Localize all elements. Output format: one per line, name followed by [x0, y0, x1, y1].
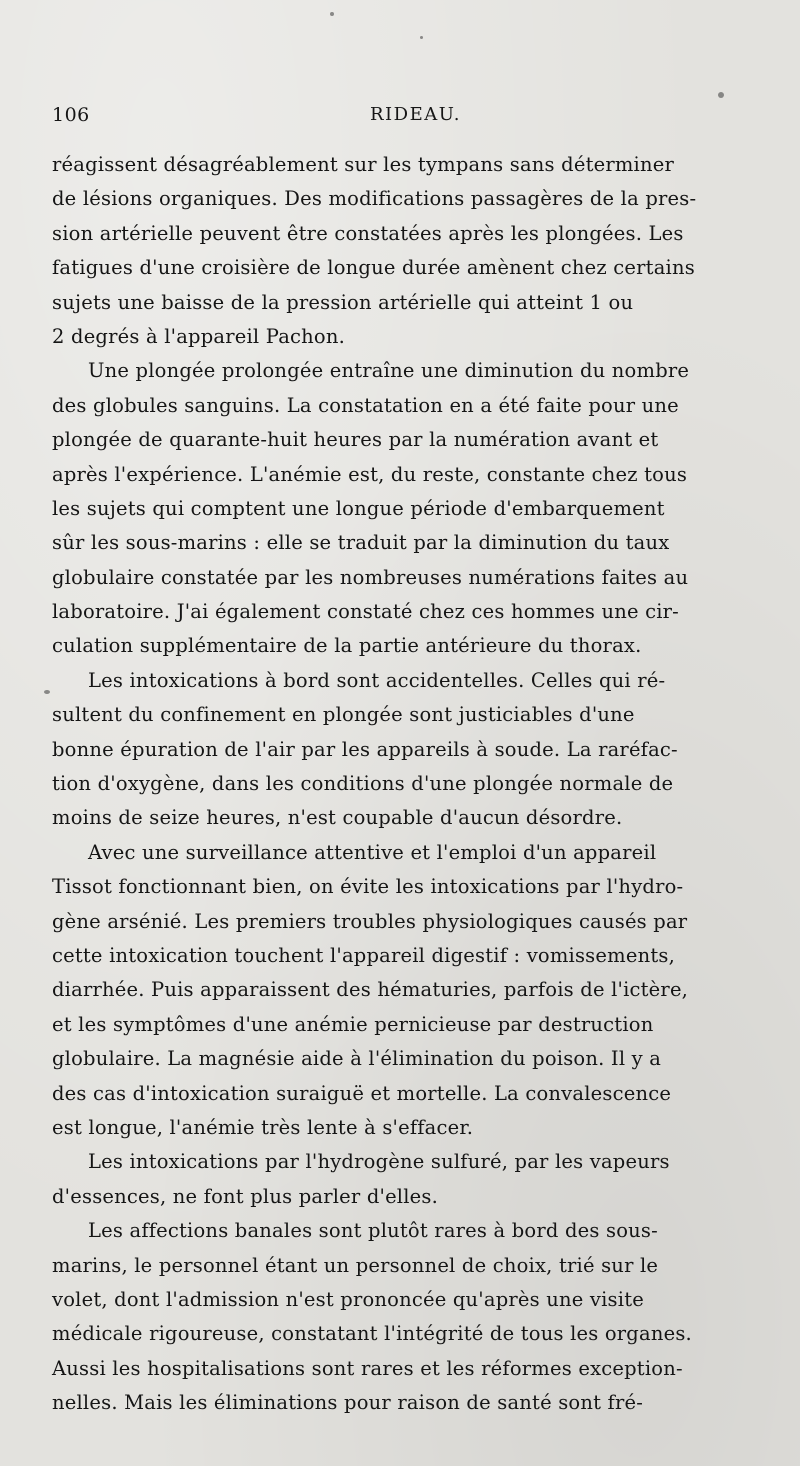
text-line: moins de seize heures, n'est coupable d'aucun désordre. [52, 806, 623, 830]
text-line: médicale rigoureuse, constatant l'intégrité de tous les organes. [52, 1322, 692, 1346]
text-line: laboratoire. J'ai également constaté chez ces hommes une cir- [52, 600, 679, 624]
text-line: plongée de quarante-huit heures par la numération avant et [52, 428, 659, 452]
text-line: sûr les sous-marins : elle se traduit par la diminution du taux [52, 531, 670, 555]
text-line: des globules sanguins. La constatation en a été faite pour une [52, 393, 679, 417]
ink-speck [718, 92, 724, 98]
text-line: nelles. Mais les éliminations pour raison de santé sont fré- [52, 1391, 644, 1415]
text-line: sultent du confinement en plongée sont justiciables d'une [52, 703, 635, 727]
text-line: est longue, l'anémie très lente à s'effacer. [52, 1115, 474, 1139]
text-line: 2 degrés à l'appareil Pachon. [52, 324, 345, 348]
text-line: Les intoxications à bord sont accidentelles. Celles qui ré- [88, 668, 666, 692]
text-line: les sujets qui comptent une longue période d'embarquement [52, 496, 665, 520]
text-line: d'essences, ne font plus parler d'elles. [52, 1184, 439, 1208]
text-line: tion d'oxygène, dans les conditions d'une plongée normale de [52, 772, 674, 796]
ink-speck [330, 12, 334, 16]
page-header [52, 104, 752, 136]
body-text [52, 148, 764, 1420]
ink-speck [420, 36, 423, 39]
text-line: marins, le personnel étant un personnel de choix, trié sur le [52, 1253, 659, 1277]
text-line: après l'expérience. L'anémie est, du reste, constante chez tous [52, 462, 688, 486]
running-head: RIDEAU. [370, 104, 461, 125]
text-line: fatigues d'une croisière de longue durée amènent chez certains [52, 256, 695, 280]
text-line: sujets une baisse de la pression artérielle qui atteint 1 ou [52, 290, 634, 314]
text-line: et les symptômes d'une anémie pernicieuse par destruction [52, 1012, 654, 1036]
text-line: cette intoxication touchent l'appareil digestif : vomissements, [52, 943, 675, 967]
text-line: des cas d'intoxication suraiguë et mortelle. La convalescence [52, 1081, 672, 1105]
ink-speck [44, 690, 50, 694]
text-line: Avec une surveillance attentive et l'emploi d'un appareil [88, 840, 657, 864]
text-line: réagissent désagréablement sur les tympans sans déterminer [52, 153, 675, 176]
page-number: 106 [52, 104, 90, 126]
text-line: culation supplémentaire de la partie antérieure du thorax. [52, 634, 642, 658]
text-line: diarrhée. Puis apparaissent des hématuries, parfois de l'ictère, [52, 978, 689, 1002]
text-line: sion artérielle peuvent être constatées après les plongées. Les [52, 221, 684, 245]
text-line: gène arsénié. Les premiers troubles physiologiques causés par [52, 909, 688, 933]
text-line: volet, dont l'admission n'est prononcée qu'après une visite [52, 1287, 644, 1311]
text-line: Tissot fonctionnant bien, on évite les intoxications par l'hydro- [52, 875, 684, 899]
text-line: Les intoxications par l'hydrogène sulfuré, par les vapeurs [88, 1150, 670, 1174]
text-line: Aussi les hospitalisations sont rares et les réformes exception- [52, 1356, 683, 1380]
text-line: Une plongée prolongée entraîne une diminution du nombre [88, 359, 690, 383]
text-line: globulaire. La magnésie aide à l'élimination du poison. Il y a [52, 1047, 662, 1071]
text-line: Les affections banales sont plutôt rares à bord des sous- [88, 1219, 658, 1243]
text-line: bonne épuration de l'air par les appareils à soude. La raréfac- [52, 737, 678, 761]
text-line: de lésions organiques. Des modifications passagères de la pres- [52, 187, 697, 211]
text-line: globulaire constatée par les nombreuses numérations faites au [52, 565, 689, 589]
